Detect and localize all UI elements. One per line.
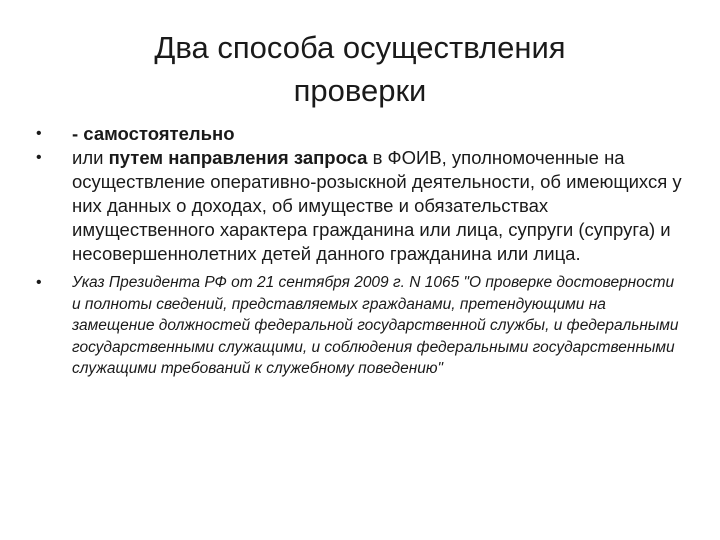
bullet-icon: •	[36, 274, 42, 291]
title-line-1: Два способа осуществления	[154, 30, 566, 65]
title-line-2: проверки	[293, 73, 427, 108]
bullet-decree-text: Указ Президента РФ от 21 сентября 2009 г. N 1065 "О проверке достоверности и полноты сведений, представляемых гражданами, претендующими на замещение должностей федеральной государственной службы, и федеральными государственными служащими, и соблюдения федеральными государственными служащими требований к служебному поведению"	[72, 274, 679, 377]
bullet-request-prefix: или	[72, 147, 109, 168]
bullet-self-check	[36, 122, 684, 146]
bullet-self-check-text: - самостоятельно	[72, 123, 235, 144]
bullet-request	[36, 146, 684, 266]
bullet-icon: •	[36, 125, 42, 142]
bullet-decree	[36, 272, 684, 380]
bullet-request-emphasis: путем направления запроса	[108, 147, 368, 168]
slide-title	[60, 26, 660, 112]
bullet-list	[36, 122, 684, 380]
bullet-request-rest: в ФОИВ, уполномоченные на осуществление оперативно-розыскной деятельности, об имеющихся у них данных о доходах, об имуществе и обязательствах имущественного характера гражданина или лица, супруги (супруга) и несовершеннолетних детей данного гражданина или лица.	[72, 147, 682, 264]
bullet-icon: •	[36, 149, 42, 166]
